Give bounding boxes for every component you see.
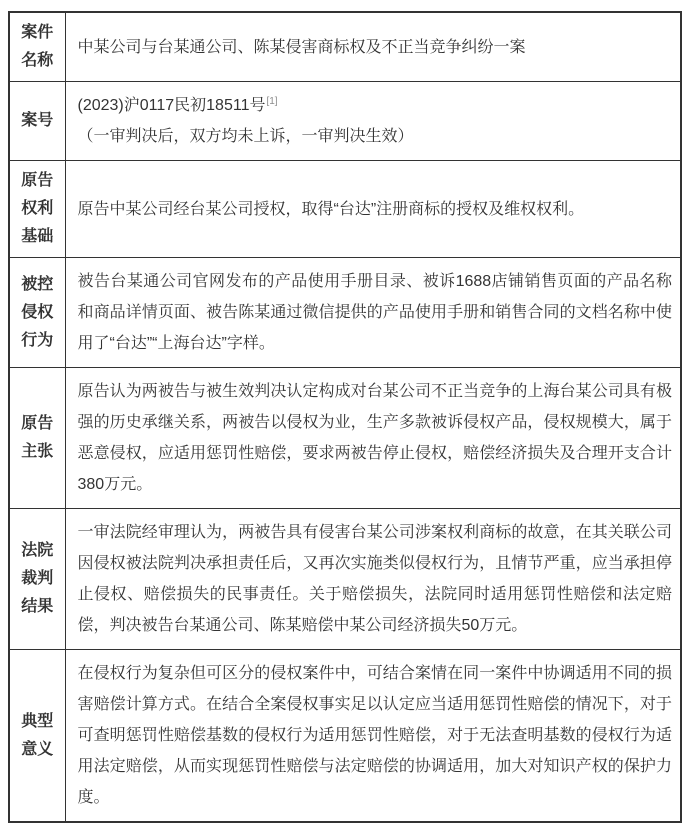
table-row-case-number xyxy=(9,82,681,161)
case-summary-table xyxy=(8,11,682,823)
case-number-cell xyxy=(65,82,681,161)
table-row-plaintiff-rights-basis xyxy=(9,161,681,258)
table-row-accused-infringing-acts xyxy=(9,258,681,368)
footnote-ref-link[interactable]: [1] xyxy=(266,95,278,107)
row-label-case-number: 案号 xyxy=(9,82,65,161)
plaintiff-claims-value: 原告认为两被告与被生效判决认定构成对台某公司不正当竞争的上海台某公司具有极强的历史承继关系，两被告以侵权为业，生产多款被诉侵权产品，侵权规模大，属于恶意侵权，应适用惩罚性赔偿，要求两被告停止侵权，赔偿经济损失及合理开支合计380万元。 xyxy=(65,368,681,509)
row-label-case-name: 案件名称 xyxy=(9,12,65,82)
court-judgment-value: 一审法院经审理认为，两被告具有侵害台某公司涉案权利商标的故意，在其关联公司因侵权被法院判决承担责任后，又再次实施类似侵权行为，且情节严重，应当承担停止侵权、赔偿损失的民事责任。关于赔偿损失，法院同时适用惩罚性赔偿和法定赔偿，判决被告台某通公司、陈某赔偿中某公司经济损失50万元。 xyxy=(65,509,681,650)
table-row-case-name xyxy=(9,12,681,82)
table-row-court-judgment xyxy=(9,509,681,650)
row-label-plaintiff-claims: 原告主张 xyxy=(9,368,65,509)
row-label-court-judgment: 法院裁判结果 xyxy=(9,509,65,650)
typical-significance-value: 在侵权行为复杂但可区分的侵权案件中，可结合案情在同一案件中协调适用不同的损害赔偿计算方式。在结合全案侵权事实足以认定应当适用惩罚性赔偿的情况下，对于可查明惩罚性赔偿基数的侵权行为适用惩罚性赔偿，对于无法查明基数的侵权行为适用法定赔偿，从而实现惩罚性赔偿与法定赔偿的协调适用，加大对知识产权的保护力度。 xyxy=(65,650,681,823)
case-number-value: (2023)沪0117民初18511号 xyxy=(77,97,266,114)
case-name-value: 中某公司与台某通公司、陈某侵害商标权及不正当竞争纠纷一案 xyxy=(65,12,681,82)
row-label-accused-infringing-acts: 被控侵权行为 xyxy=(9,258,65,368)
case-number-line xyxy=(78,90,673,121)
table-row-typical-significance xyxy=(9,650,681,823)
judgment-status-note: （一审判决后，双方均未上诉，一审判决生效） xyxy=(77,128,414,145)
plaintiff-rights-basis-value: 原告中某公司经台某公司授权，取得“台达”注册商标的授权及维权权利。 xyxy=(65,161,681,258)
accused-infringing-acts-value: 被告台某通公司官网发布的产品使用手册目录、被诉1688店铺销售页面的产品名称和商品详情页面、被告陈某通过微信提供的产品使用手册和销售合同的文档名称中使用了“台达”“上海台达”字样。 xyxy=(65,258,681,368)
row-label-typical-significance: 典型意义 xyxy=(9,650,65,823)
table-row-plaintiff-claims xyxy=(9,368,681,509)
row-label-plaintiff-rights-basis: 原告权利基础 xyxy=(9,161,65,258)
